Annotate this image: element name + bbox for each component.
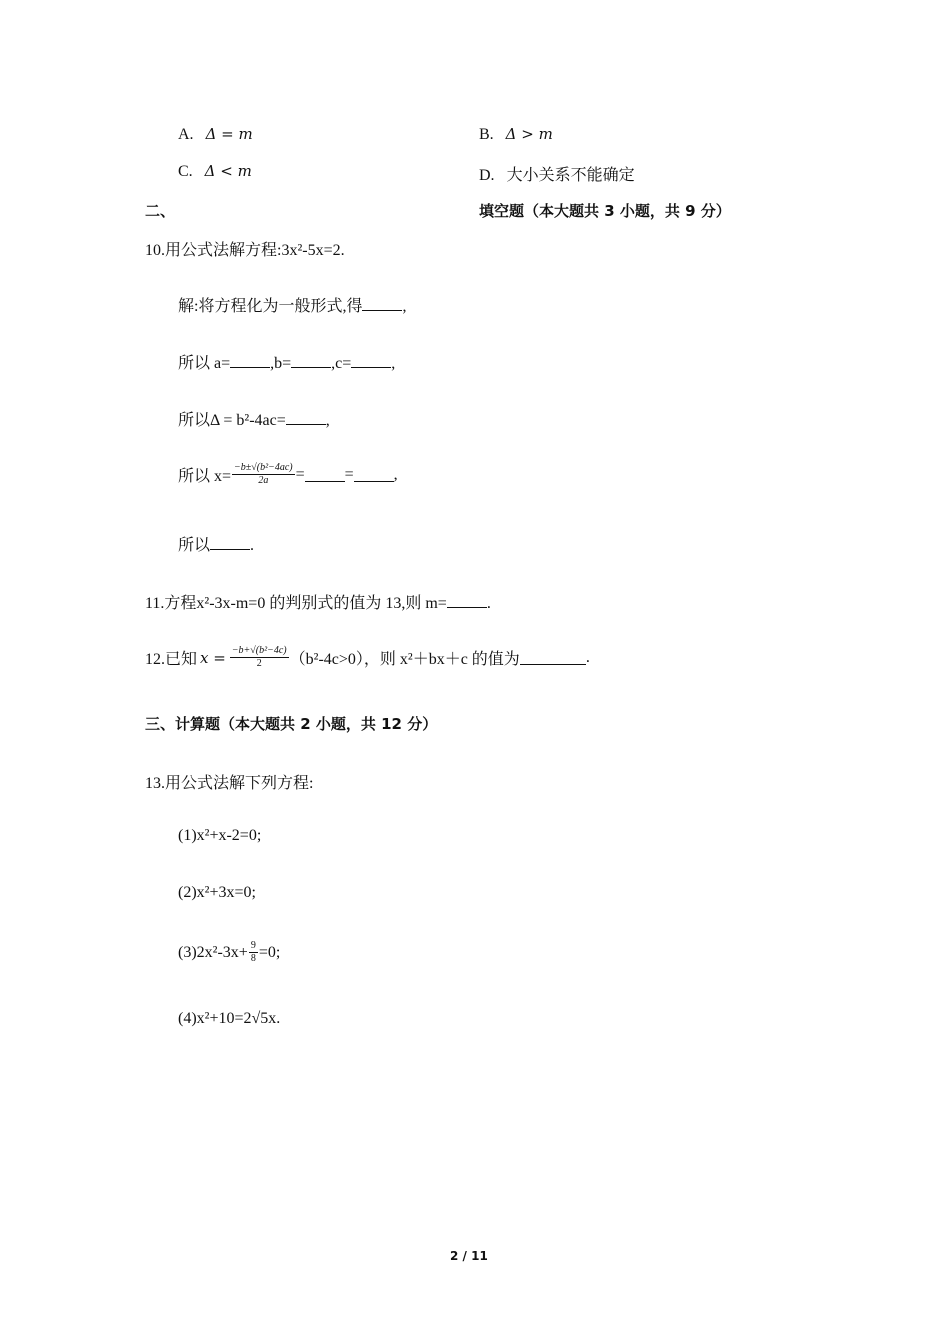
q10-root-formula bbox=[232, 462, 295, 487]
q12-end: . bbox=[585, 648, 590, 666]
option-d-label: D. bbox=[479, 167, 495, 184]
q10-line4-eq1: = bbox=[295, 465, 305, 483]
q10-line4-end: , bbox=[393, 465, 398, 483]
option-c bbox=[178, 162, 252, 181]
option-b-math: Δ > m bbox=[505, 125, 553, 143]
q10-blank-a[interactable] bbox=[230, 353, 270, 368]
q10-blank-x1[interactable] bbox=[305, 467, 345, 482]
q10-line2 bbox=[178, 350, 395, 373]
q10-line5 bbox=[178, 532, 254, 555]
q11 bbox=[145, 590, 491, 613]
option-d bbox=[479, 162, 635, 185]
q10-line3-a: 所以Δ = b²-4ac= bbox=[178, 412, 286, 429]
q13-item-3-pre: (3)2x²-3x+ bbox=[178, 943, 248, 961]
q10-line4-eq2: = bbox=[344, 465, 354, 483]
q12-blank-value[interactable] bbox=[520, 650, 586, 665]
q13-item-2: (2)x²+3x=0; bbox=[178, 884, 256, 901]
q13-item-3-frac bbox=[249, 940, 258, 965]
option-b-label: B. bbox=[479, 126, 494, 143]
option-b bbox=[479, 125, 553, 144]
q10-line3-end: , bbox=[325, 412, 330, 429]
q10-line4 bbox=[178, 462, 398, 487]
option-a bbox=[178, 125, 253, 144]
q10-blank-x2[interactable] bbox=[354, 467, 394, 482]
q13-item-3-num: 9 bbox=[250, 940, 256, 951]
q11-text: 11.方程x²-3x-m=0 的判别式的值为 13,则 m= bbox=[145, 595, 447, 612]
q10-stem: 10.用公式法解方程:3x²-5x=2. bbox=[145, 242, 345, 259]
q10-line2-end: , bbox=[391, 355, 396, 372]
page-number: 2 / 11 bbox=[450, 1249, 488, 1263]
q12-mid: （b²-4c>0），则 x²＋bx＋c 的值为 bbox=[289, 651, 520, 668]
q10-line5-end: . bbox=[250, 537, 255, 554]
q10-line5-text: 所以 bbox=[178, 537, 211, 554]
q11-end: . bbox=[486, 595, 491, 612]
q10-blank-c[interactable] bbox=[351, 353, 391, 368]
q13-item-3 bbox=[178, 940, 280, 965]
q12-formula bbox=[230, 645, 289, 670]
q10-line3 bbox=[178, 407, 330, 430]
q13-stem: 13.用公式法解下列方程: bbox=[145, 775, 314, 792]
section2-title: 填空题（本大题共 3 小题，共 9 分） bbox=[479, 202, 731, 220]
q10-line1 bbox=[178, 293, 406, 316]
q10-line2-b: ,b= bbox=[270, 355, 292, 372]
q10-blank-solution[interactable] bbox=[210, 535, 250, 550]
q10-line2-c: ,c= bbox=[331, 355, 352, 372]
q10-line2-a: 所以 a= bbox=[178, 355, 231, 372]
q13-item-3-den: 8 bbox=[250, 953, 256, 964]
q13-item-3-post: =0; bbox=[258, 943, 281, 961]
option-c-math: Δ < m bbox=[204, 162, 252, 180]
option-a-math: Δ = m bbox=[205, 125, 253, 143]
section3-title: 三、计算题（本大题共 2 小题，共 12 分） bbox=[145, 715, 438, 733]
q10-line4-a: 所以 x= bbox=[178, 468, 232, 485]
q10-blank-delta[interactable] bbox=[286, 410, 326, 425]
section2-number: 二、 bbox=[145, 202, 176, 220]
q13-item-1: (1)x²+x-2=0; bbox=[178, 827, 262, 844]
q10-blank-b[interactable] bbox=[291, 353, 331, 368]
q12-frac-den: 2 bbox=[256, 658, 262, 669]
option-a-label: A. bbox=[178, 126, 194, 143]
q10-blank-general-form[interactable] bbox=[362, 296, 402, 311]
option-c-label: C. bbox=[178, 163, 193, 180]
q10-frac-num: −b±√(b²−4ac) bbox=[234, 462, 293, 473]
q12-frac-num: −b+√(b²−4c) bbox=[231, 645, 287, 656]
option-d-text: 大小关系不能确定 bbox=[506, 167, 635, 184]
q10-frac-den: 2a bbox=[258, 475, 269, 486]
q12-pre: 12.已知 bbox=[145, 651, 198, 668]
q12 bbox=[145, 645, 590, 670]
q11-blank-m[interactable] bbox=[447, 593, 487, 608]
q10-line1-end: , bbox=[402, 298, 407, 315]
q10-line1-text: 解:将方程化为一般形式,得 bbox=[178, 298, 363, 315]
q13-item-4: (4)x²+10=2√5x. bbox=[178, 1010, 281, 1027]
q12-x-eq: x = bbox=[200, 648, 226, 667]
